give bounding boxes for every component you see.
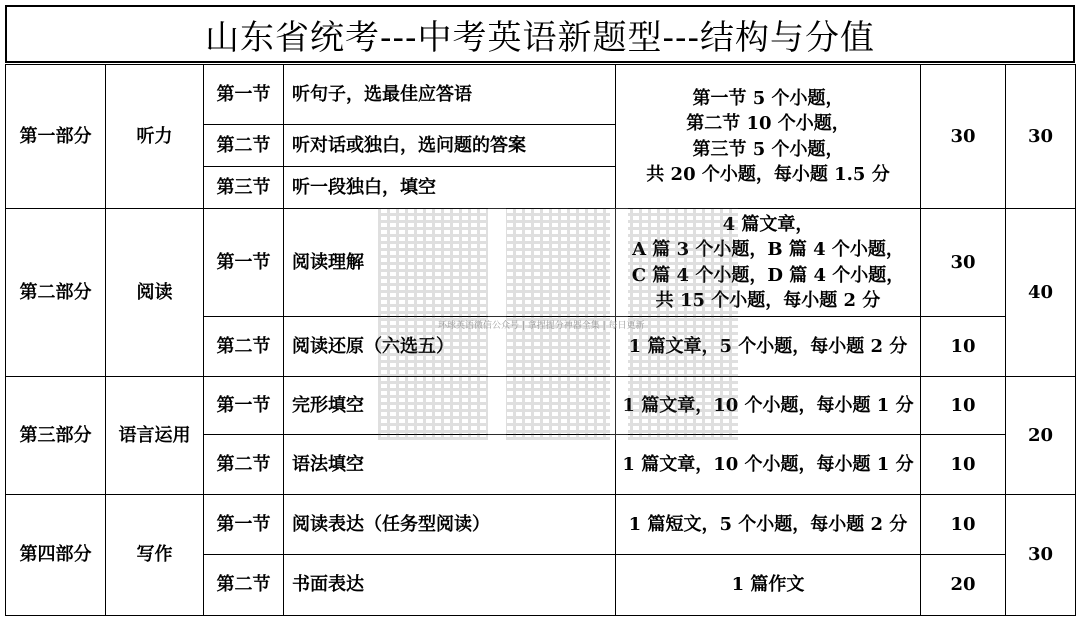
part-total: 30: [1006, 495, 1076, 616]
section-label: 第一节: [204, 209, 284, 317]
section-desc: 阅读表达（任务型阅读）: [284, 495, 616, 555]
section-score: 30: [921, 65, 1006, 209]
part-total: 30: [1006, 65, 1076, 209]
part-total: 20: [1006, 377, 1076, 495]
part-label: 第三部分: [6, 377, 106, 495]
section-label: 第一节: [204, 495, 284, 555]
section-desc: 语法填空: [284, 435, 616, 495]
question-info: 1 篇文章，5 个小题，每小题 2 分: [616, 317, 921, 377]
question-info: 第一节 5 个小题， 第二节 10 个小题， 第三节 5 个小题， 共 20 个小题，每小题 1.5 分: [616, 65, 921, 209]
question-info: 1 篇文章，10 个小题，每小题 1 分: [616, 435, 921, 495]
section-label: 第二节: [204, 435, 284, 495]
section-desc: 书面表达: [284, 555, 616, 616]
section-score: 20: [921, 555, 1006, 616]
section-label: 第一节: [204, 377, 284, 435]
part-label: 第四部分: [6, 495, 106, 616]
table-row: [6, 209, 1076, 317]
part-total: 40: [1006, 209, 1076, 377]
question-info: 1 篇短文，5 个小题，每小题 2 分: [616, 495, 921, 555]
table-row: [6, 65, 1076, 125]
section-score: 10: [921, 495, 1006, 555]
part-name: 阅读: [106, 209, 204, 377]
section-label: 第二节: [204, 555, 284, 616]
part-label: 第一部分: [6, 65, 106, 209]
page-title: 山东省统考---中考英语新题型---结构与分值: [5, 5, 1075, 63]
part-name: 写作: [106, 495, 204, 616]
section-desc: 听一段独白，填空: [284, 167, 616, 209]
section-desc: 听对话或独白，选问题的答案: [284, 125, 616, 167]
section-desc: 阅读理解: [284, 209, 616, 317]
section-score: 30: [921, 209, 1006, 317]
section-label: 第一节: [204, 65, 284, 125]
section-label: 第三节: [204, 167, 284, 209]
question-info: 1 篇作文: [616, 555, 921, 616]
table-row: [6, 377, 1076, 435]
section-label: 第二节: [204, 317, 284, 377]
section-desc: 完形填空: [284, 377, 616, 435]
question-info: 1 篇文章，10 个小题，每小题 1 分: [616, 377, 921, 435]
table-row: [6, 495, 1076, 555]
exam-structure-table: [5, 64, 1076, 616]
part-name: 语言运用: [106, 377, 204, 495]
question-info: 4 篇文章， A 篇 3 个小题，B 篇 4 个小题， C 篇 4 个小题，D 篇 4 个小题， 共 15 个小题，每小题 2 分: [616, 209, 921, 317]
section-label: 第二节: [204, 125, 284, 167]
watermark-text: 环球英语微信公众号 | 拿捏提分神器全集 | 每日更新: [438, 321, 645, 331]
section-desc: 阅读还原（六选五）: [284, 317, 616, 377]
section-desc: 听句子，选最佳应答语: [284, 65, 616, 125]
part-label: 第二部分: [6, 209, 106, 377]
part-name: 听力: [106, 65, 204, 209]
section-score: 10: [921, 317, 1006, 377]
section-score: 10: [921, 435, 1006, 495]
section-score: 10: [921, 377, 1006, 435]
